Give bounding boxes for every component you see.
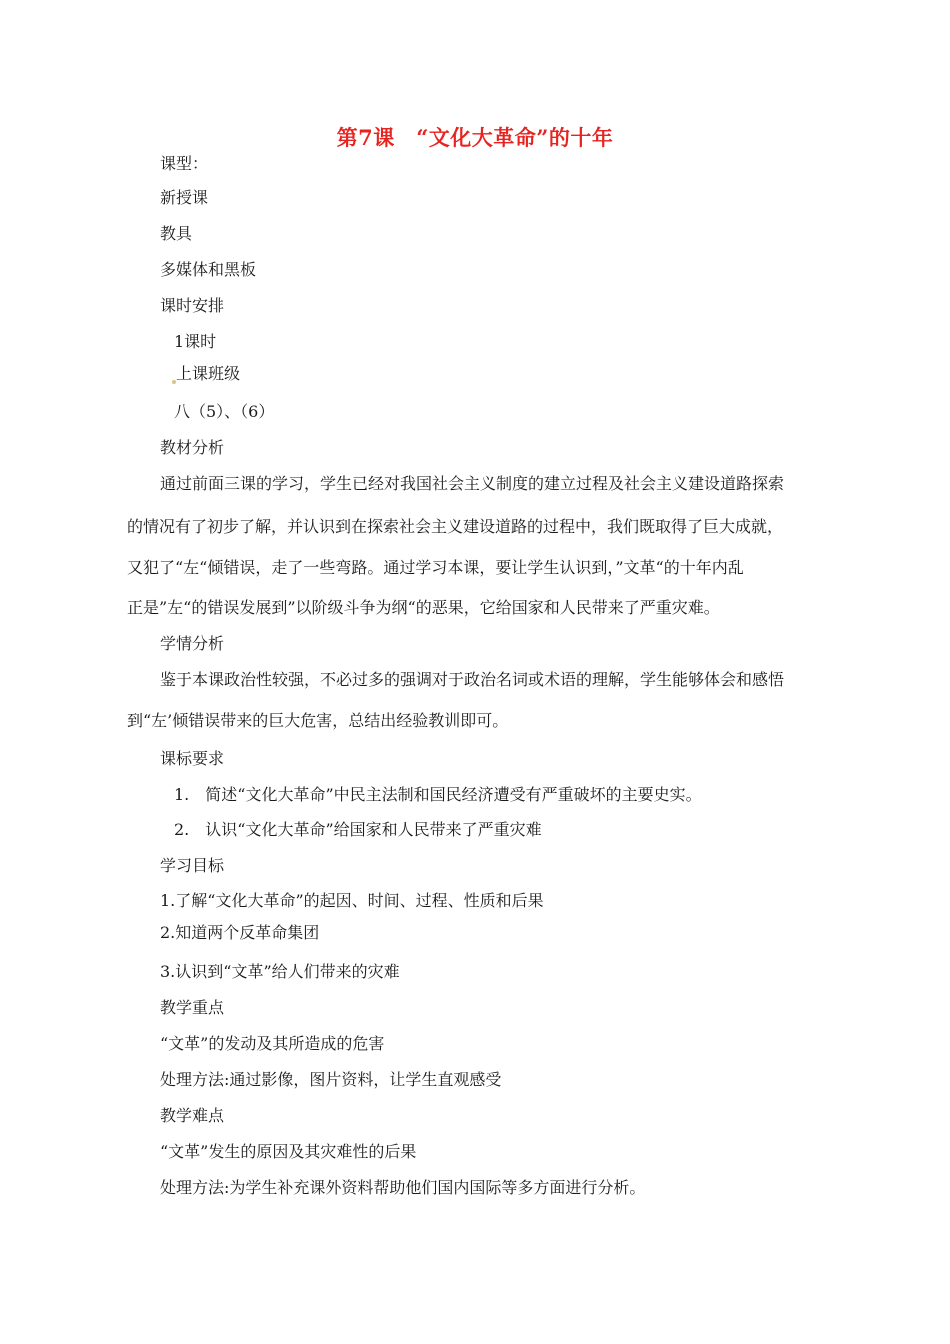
difficult-points-value: “文革”发生的原因及其灾难性的后果 (160, 1142, 417, 1161)
key-points-label: 教学重点 (160, 998, 225, 1017)
student-analysis-line: 到“左’倾错误带来的巨大危害，总结出经验教训即可。 (127, 711, 509, 730)
lesson-type-label: 课型： (160, 154, 209, 173)
curriculum-item: 2. 认识“文化大革命”给国家和人民带来了严重灾难 (174, 820, 542, 839)
tools-label: 教具 (160, 224, 193, 243)
objective-item: 3.认识到“文革”给人们带来的灾难 (160, 962, 400, 981)
textbook-analysis-line: 正是”左“的错误发展到”以阶级斗争为纲“的恶果，它给国家和人民带来了严重灾难。 (127, 598, 720, 617)
document-title: 第7课 “文化大革命”的十年 (336, 125, 614, 150)
curriculum-item: 1. 简述“文化大革命”中民主法制和国民经济遭受有严重破坏的主要史实。 (174, 785, 702, 804)
textbook-analysis-line: 的情况有了初步了解，并认识到在探索社会主义建设道路的过程中，我们既取得了巨大成就， (127, 517, 784, 536)
difficult-points-label: 教学难点 (160, 1106, 225, 1125)
class-label: 上课班级 (176, 364, 241, 383)
lesson-type-value: 新授课 (160, 188, 209, 207)
objective-item: 1.了解“文化大革命”的起因、时间、过程、性质和后果 (160, 891, 544, 910)
tools-value: 多媒体和黑板 (160, 260, 257, 279)
class-label-row (172, 364, 240, 384)
curriculum-label: 课标要求 (160, 749, 225, 768)
objectives-label: 学习目标 (160, 856, 225, 875)
key-points-value: “文革”的发动及其所造成的危害 (160, 1034, 385, 1053)
student-analysis-line: 鉴于本课政治性较强，不必过多的强调对于政治名词或术语的理解，学生能够体会和感悟 (160, 670, 785, 689)
key-points-method: 处理方法:通过影像，图片资料，让学生直观感受 (160, 1070, 502, 1089)
objective-item: 2.知道两个反革命集团 (160, 923, 320, 942)
textbook-analysis-label: 教材分析 (160, 438, 225, 457)
textbook-analysis-line: 又犯了“左“倾错误，走了一些弯路。通过学习本课，要让学生认识到，”文革“的十年内乱 (127, 558, 744, 577)
student-analysis-label: 学情分析 (160, 634, 225, 653)
schedule-value: 1课时 (174, 332, 217, 351)
schedule-label: 课时安排 (160, 296, 225, 315)
difficult-points-method: 处理方法:为学生补充课外资料帮助他们国内国际等多方面进行分析。 (160, 1178, 646, 1197)
class-value: 八（5）、（6） (174, 402, 275, 421)
textbook-analysis-line: 通过前面三课的学习，学生已经对我国社会主义制度的建立过程及社会主义建设道路探索 (160, 474, 785, 493)
